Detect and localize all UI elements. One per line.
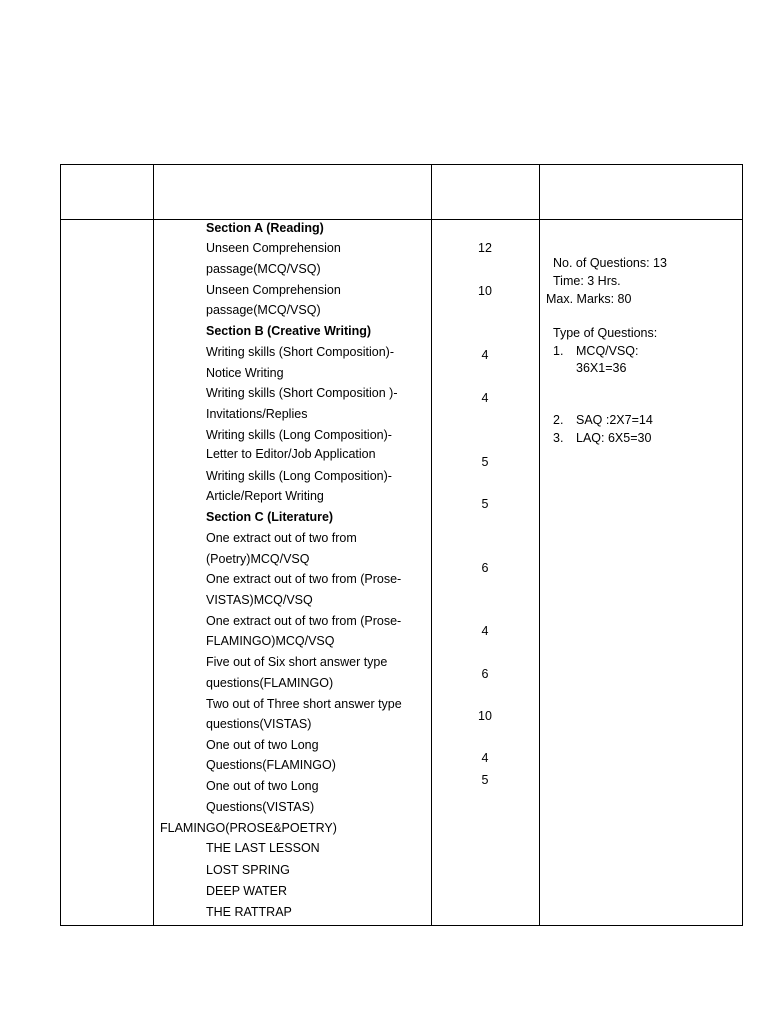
marks-value: 12	[478, 241, 492, 255]
syllabus-line: One extract out of two from (Prose-	[206, 614, 402, 628]
syllabus-line: Questions(FLAMINGO)	[206, 758, 336, 772]
marks-value: 6	[481, 667, 489, 681]
chapter-item: DEEP WATER	[206, 884, 288, 898]
table-left-border	[60, 164, 61, 926]
table-right-border	[742, 164, 743, 926]
chapter-item: LOST SPRING	[206, 863, 290, 877]
syllabus-line: passage(MCQ/VSQ)	[206, 262, 321, 276]
chapter-item: THE RATTRAP	[206, 905, 292, 919]
marks-value: 10	[478, 709, 492, 723]
table-col-divider-2	[431, 164, 432, 926]
syllabus-line: Notice Writing	[206, 366, 284, 380]
exam-time: Time: 3 Hrs.	[553, 274, 621, 288]
flamingo-heading: FLAMINGO(PROSE&POETRY)	[160, 821, 337, 835]
syllabus-line: passage(MCQ/VSQ)	[206, 303, 321, 317]
syllabus-line: questions(VISTAS)	[206, 717, 312, 731]
table-col-divider-3	[539, 164, 540, 926]
syllabus-line: Writing skills (Long Composition)-	[206, 428, 392, 442]
marks-value: 5	[481, 497, 489, 511]
question-types-heading: Type of Questions:	[553, 326, 658, 340]
type-item-label: SAQ :2X7=14	[576, 413, 653, 427]
table-col-divider-1	[153, 164, 154, 926]
marks-value: 6	[481, 561, 489, 575]
syllabus-line: questions(FLAMINGO)	[206, 676, 334, 690]
marks-value: 4	[481, 348, 489, 362]
type-item-value: 36X1=36	[576, 361, 627, 375]
syllabus-line: Questions(VISTAS)	[206, 800, 315, 814]
marks-value: 4	[481, 624, 489, 638]
marks-value: 10	[478, 284, 492, 298]
num-questions: No. of Questions: 13	[553, 256, 667, 270]
syllabus-line: One out of two Long	[206, 738, 319, 752]
syllabus-line: VISTAS)MCQ/VSQ	[206, 593, 313, 607]
syllabus-line: Invitations/Replies	[206, 407, 308, 421]
syllabus-line: One out of two Long	[206, 779, 319, 793]
syllabus-line: Writing skills (Long Composition)-	[206, 469, 392, 483]
marks-value: 4	[481, 391, 489, 405]
syllabus-line: (Poetry)MCQ/VSQ	[206, 552, 310, 566]
type-item-label: LAQ: 6X5=30	[576, 431, 652, 445]
type-item-number: 2.	[553, 413, 564, 427]
chapter-item: THE LAST LESSON	[206, 841, 320, 855]
section-c-heading: Section C (Literature)	[206, 510, 334, 524]
syllabus-line: Unseen Comprehension	[206, 283, 341, 297]
syllabus-line: Writing skills (Short Composition )-	[206, 386, 398, 400]
syllabus-line: Two out of Three short answer type	[206, 697, 402, 711]
marks-value: 4	[481, 751, 489, 765]
marks-value: 5	[481, 455, 489, 469]
section-b-heading: Section B (Creative Writing)	[206, 324, 372, 338]
syllabus-line: Article/Report Writing	[206, 489, 324, 503]
type-item-number: 3.	[553, 431, 564, 445]
syllabus-line: Five out of Six short answer type	[206, 655, 388, 669]
syllabus-line: One extract out of two from (Prose-	[206, 572, 402, 586]
syllabus-line: Writing skills (Short Composition)-	[206, 345, 395, 359]
table-header-divider	[60, 219, 743, 220]
syllabus-line: One extract out of two from	[206, 531, 357, 545]
section-a-heading: Section A (Reading)	[206, 221, 324, 235]
syllabus-line: FLAMINGO)MCQ/VSQ	[206, 634, 335, 648]
syllabus-line: Letter to Editor/Job Application	[206, 447, 376, 461]
marks-value: 5	[481, 773, 489, 787]
type-item-label: MCQ/VSQ:	[576, 344, 639, 358]
table-bottom-border	[60, 925, 743, 926]
type-item-number: 1.	[553, 344, 564, 358]
syllabus-line: Unseen Comprehension	[206, 241, 341, 255]
max-marks: Max. Marks: 80	[546, 292, 632, 306]
table-top-border	[60, 164, 743, 165]
